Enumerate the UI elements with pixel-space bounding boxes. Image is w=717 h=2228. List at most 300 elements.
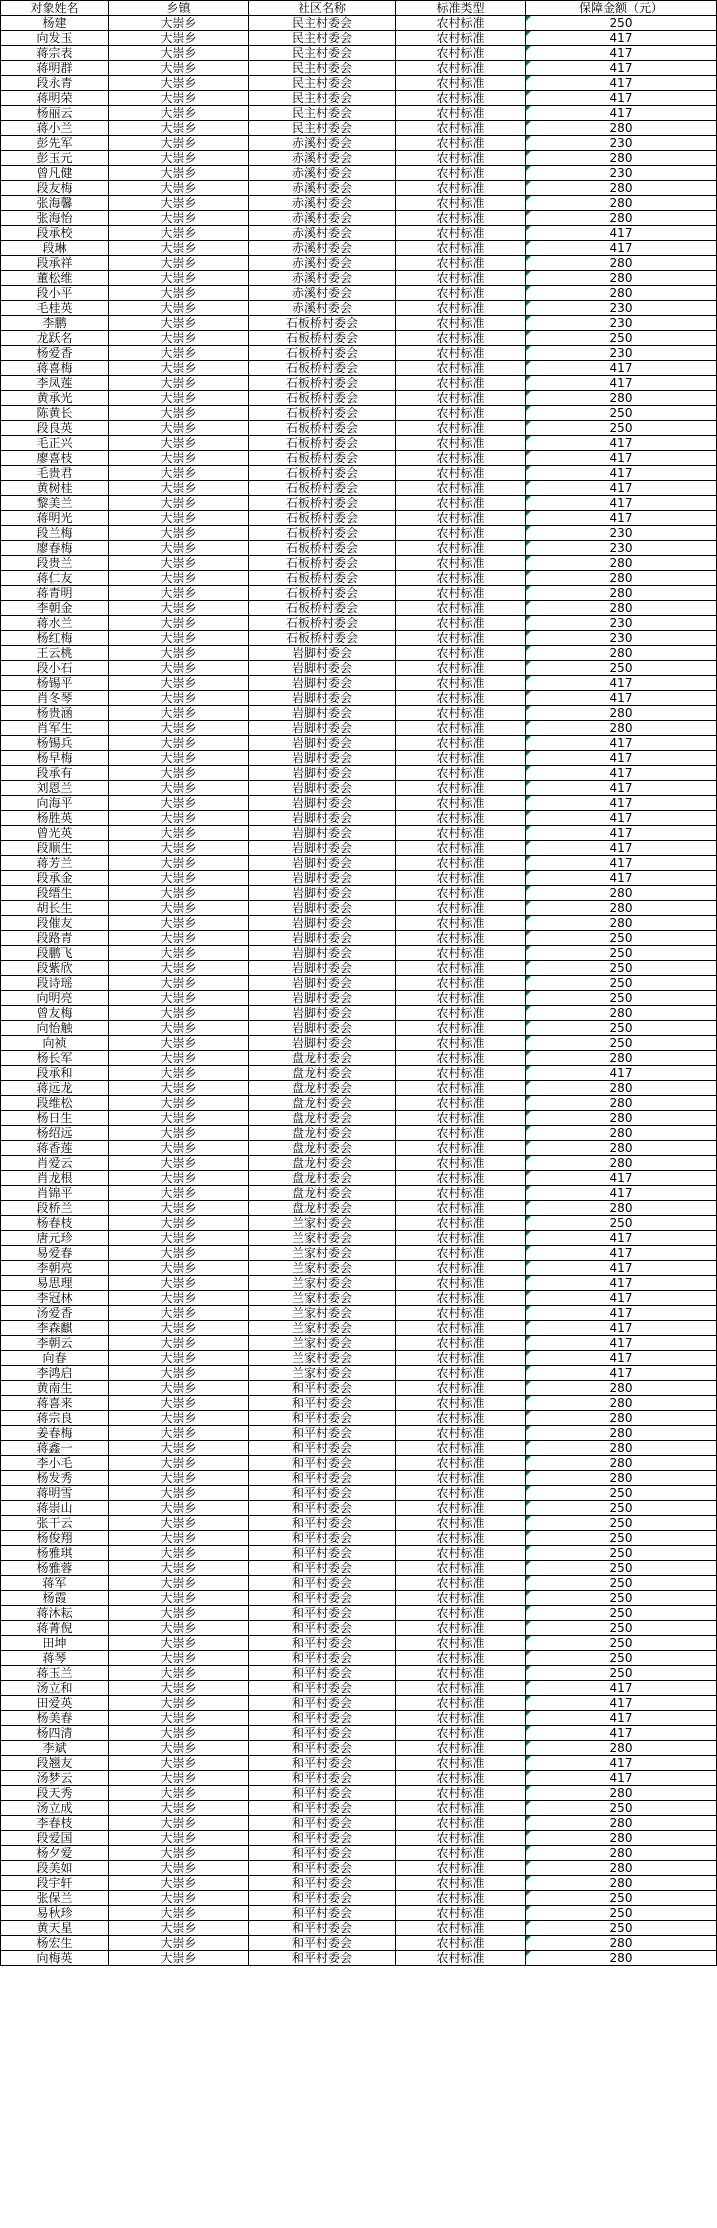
cell-community: 和平村委会 [249,1876,396,1891]
cell-community: 和平村委会 [249,1561,396,1576]
cell-township: 大崇乡 [109,1846,249,1861]
cell-community: 和平村委会 [249,1711,396,1726]
table-row [1,481,717,496]
cell-township: 大崇乡 [109,76,249,91]
table-row [1,1906,717,1921]
cell-name: 段爱国 [1,1831,109,1846]
cell-standard-type: 农村标准 [396,1936,526,1951]
cell-township: 大崇乡 [109,466,249,481]
cell-community: 石板桥村委会 [249,466,396,481]
cell-name: 向海平 [1,796,109,811]
table-row [1,1921,717,1936]
cell-community: 盘龙村委会 [249,1141,396,1156]
cell-township: 大崇乡 [109,871,249,886]
table-row [1,1276,717,1291]
cell-township: 大崇乡 [109,1591,249,1606]
cell-township: 大崇乡 [109,1306,249,1321]
cell-community: 盘龙村委会 [249,1171,396,1186]
cell-amount: 280 [526,886,717,901]
cell-standard-type: 农村标准 [396,1381,526,1396]
table-row [1,526,717,541]
cell-community: 和平村委会 [249,1441,396,1456]
cell-standard-type: 农村标准 [396,511,526,526]
cell-name: 段永青 [1,76,109,91]
cell-name: 段琳 [1,241,109,256]
cell-standard-type: 农村标准 [396,1786,526,1801]
cell-amount: 250 [526,331,717,346]
cell-township: 大崇乡 [109,16,249,31]
cell-name: 蒋仁友 [1,571,109,586]
cell-township: 大崇乡 [109,376,249,391]
cell-standard-type: 农村标准 [396,436,526,451]
cell-name: 杨美春 [1,1711,109,1726]
table-row [1,466,717,481]
cell-standard-type: 农村标准 [396,1561,526,1576]
cell-name: 向祯 [1,1036,109,1051]
cell-community: 岩脚村委会 [249,736,396,751]
cell-township: 大崇乡 [109,1396,249,1411]
cell-township: 大崇乡 [109,1411,249,1426]
cell-name: 廖春梅 [1,541,109,556]
cell-name: 杨早梅 [1,751,109,766]
cell-name: 蒋明雪 [1,1486,109,1501]
cell-name: 蒋香莲 [1,1141,109,1156]
cell-name: 蒋琴 [1,1651,109,1666]
cell-community: 赤溪村委会 [249,151,396,166]
cell-name: 段兰梅 [1,526,109,541]
cell-standard-type: 农村标准 [396,826,526,841]
cell-standard-type: 农村标准 [396,1426,526,1441]
cell-township: 大崇乡 [109,31,249,46]
table-row [1,331,717,346]
table-row [1,16,717,31]
cell-amount: 417 [526,1681,717,1696]
cell-name: 段友梅 [1,181,109,196]
cell-township: 大崇乡 [109,136,249,151]
table-row [1,1081,717,1096]
cell-name: 曾友梅 [1,1006,109,1021]
cell-township: 大崇乡 [109,1501,249,1516]
cell-name: 向明亮 [1,991,109,1006]
cell-standard-type: 农村标准 [396,1066,526,1081]
cell-community: 和平村委会 [249,1456,396,1471]
cell-standard-type: 农村标准 [396,286,526,301]
cell-community: 和平村委会 [249,1801,396,1816]
table-row [1,1951,717,1966]
cell-community: 和平村委会 [249,1951,396,1966]
table-row [1,106,717,121]
cell-name: 廖喜枝 [1,451,109,466]
cell-township: 大崇乡 [109,1531,249,1546]
cell-amount: 280 [526,151,717,166]
cell-standard-type: 农村标准 [396,706,526,721]
cell-name: 杨雅琪 [1,1546,109,1561]
cell-community: 岩脚村委会 [249,1021,396,1036]
cell-standard-type: 农村标准 [396,1831,526,1846]
cell-name: 李鸿启 [1,1366,109,1381]
cell-community: 岩脚村委会 [249,811,396,826]
cell-community: 民主村委会 [249,91,396,106]
cell-standard-type: 农村标准 [396,256,526,271]
table-row [1,1876,717,1891]
cell-community: 石板桥村委会 [249,481,396,496]
cell-amount: 280 [526,1126,717,1141]
cell-township: 大崇乡 [109,586,249,601]
cell-township: 大崇乡 [109,1036,249,1051]
cell-community: 兰家村委会 [249,1306,396,1321]
cell-name: 段催友 [1,916,109,931]
cell-amount: 280 [526,1786,717,1801]
cell-community: 岩脚村委会 [249,1036,396,1051]
cell-amount: 250 [526,1576,717,1591]
cell-community: 石板桥村委会 [249,331,396,346]
cell-standard-type: 农村标准 [396,121,526,136]
cell-standard-type: 农村标准 [396,541,526,556]
cell-community: 和平村委会 [249,1786,396,1801]
cell-township: 大崇乡 [109,946,249,961]
cell-township: 大崇乡 [109,196,249,211]
cell-township: 大崇乡 [109,1831,249,1846]
cell-township: 大崇乡 [109,1066,249,1081]
cell-name: 段小平 [1,286,109,301]
cell-amount: 250 [526,1021,717,1036]
cell-community: 岩脚村委会 [249,946,396,961]
cell-township: 大崇乡 [109,241,249,256]
cell-amount: 280 [526,211,717,226]
cell-amount: 417 [526,466,717,481]
cell-amount: 280 [526,391,717,406]
cell-township: 大崇乡 [109,886,249,901]
cell-community: 岩脚村委会 [249,961,396,976]
cell-township: 大崇乡 [109,1366,249,1381]
cell-standard-type: 农村标准 [396,1051,526,1066]
table-row [1,346,717,361]
cell-community: 和平村委会 [249,1741,396,1756]
cell-standard-type: 农村标准 [396,1621,526,1636]
cell-amount: 250 [526,1591,717,1606]
table-row [1,991,717,1006]
cell-community: 岩脚村委会 [249,901,396,916]
cell-community: 和平村委会 [249,1771,396,1786]
cell-name: 毛正兴 [1,436,109,451]
cell-community: 和平村委会 [249,1486,396,1501]
cell-community: 和平村委会 [249,1681,396,1696]
cell-township: 大崇乡 [109,391,249,406]
cell-township: 大崇乡 [109,1786,249,1801]
cell-township: 大崇乡 [109,1696,249,1711]
cell-standard-type: 农村标准 [396,1186,526,1201]
cell-amount: 417 [526,46,717,61]
cell-standard-type: 农村标准 [396,1096,526,1111]
table-row [1,1246,717,1261]
cell-amount: 250 [526,16,717,31]
cell-name: 段顺生 [1,841,109,856]
cell-amount: 280 [526,1411,717,1426]
cell-township: 大崇乡 [109,1636,249,1651]
table-row [1,901,717,916]
cell-township: 大崇乡 [109,1216,249,1231]
cell-township: 大崇乡 [109,1771,249,1786]
cell-community: 兰家村委会 [249,1366,396,1381]
cell-name: 黄树桂 [1,481,109,496]
cell-amount: 280 [526,286,717,301]
cell-standard-type: 农村标准 [396,901,526,916]
cell-township: 大崇乡 [109,916,249,931]
table-row [1,1726,717,1741]
cell-township: 大崇乡 [109,676,249,691]
cell-amount: 280 [526,601,717,616]
cell-standard-type: 农村标准 [396,181,526,196]
cell-township: 大崇乡 [109,1441,249,1456]
cell-name: 段承有 [1,766,109,781]
cell-name: 蒋明光 [1,511,109,526]
cell-amount: 417 [526,496,717,511]
cell-standard-type: 农村标准 [396,1036,526,1051]
table-row [1,736,717,751]
cell-standard-type: 农村标准 [396,1141,526,1156]
cell-standard-type: 农村标准 [396,1756,526,1771]
cell-township: 大崇乡 [109,361,249,376]
cell-amount: 280 [526,1876,717,1891]
cell-amount: 417 [526,841,717,856]
table-row [1,1261,717,1276]
cell-township: 大崇乡 [109,1621,249,1636]
cell-township: 大崇乡 [109,1291,249,1306]
cell-standard-type: 农村标准 [396,856,526,871]
table-row [1,766,717,781]
table-row [1,1366,717,1381]
table-row [1,1036,717,1051]
cell-township: 大崇乡 [109,496,249,511]
cell-township: 大崇乡 [109,1021,249,1036]
cell-community: 和平村委会 [249,1471,396,1486]
cell-amount: 250 [526,1906,717,1921]
cell-amount: 417 [526,736,717,751]
cell-standard-type: 农村标准 [396,991,526,1006]
table-row [1,1591,717,1606]
cell-amount: 250 [526,991,717,1006]
cell-community: 石板桥村委会 [249,451,396,466]
cell-name: 蒋芳兰 [1,856,109,871]
cell-township: 大崇乡 [109,1111,249,1126]
cell-name: 李鹏 [1,316,109,331]
cell-standard-type: 农村标准 [396,1081,526,1096]
cell-community: 和平村委会 [249,1381,396,1396]
table-row [1,31,717,46]
table-row [1,1711,717,1726]
table-row [1,241,717,256]
cell-community: 岩脚村委会 [249,991,396,1006]
cell-amount: 250 [526,1486,717,1501]
table-row [1,1051,717,1066]
cell-standard-type: 农村标准 [396,211,526,226]
cell-standard-type: 农村标准 [396,271,526,286]
cell-township: 大崇乡 [109,811,249,826]
table-row [1,496,717,511]
cell-community: 石板桥村委会 [249,376,396,391]
table-row [1,826,717,841]
cell-standard-type: 农村标准 [396,1681,526,1696]
cell-township: 大崇乡 [109,1471,249,1486]
cell-amount: 417 [526,1246,717,1261]
cell-name: 蒋鑫一 [1,1441,109,1456]
table-row [1,1321,717,1336]
cell-township: 大崇乡 [109,1081,249,1096]
table-row [1,1006,717,1021]
cell-township: 大崇乡 [109,421,249,436]
table-row [1,691,717,706]
cell-amount: 417 [526,376,717,391]
table-row [1,586,717,601]
cell-name: 蒋沐耘 [1,1606,109,1621]
cell-amount: 417 [526,1276,717,1291]
cell-amount: 250 [526,1561,717,1576]
cell-standard-type: 农村标准 [396,1651,526,1666]
cell-community: 和平村委会 [249,1891,396,1906]
cell-community: 和平村委会 [249,1426,396,1441]
cell-standard-type: 农村标准 [396,316,526,331]
col-header-amount: 保障金额（元） [526,1,717,16]
cell-name: 段贵兰 [1,556,109,571]
table-row [1,1576,717,1591]
cell-standard-type: 农村标准 [396,796,526,811]
cell-name: 黄南生 [1,1381,109,1396]
table-row [1,376,717,391]
cell-amount: 230 [526,301,717,316]
cell-amount: 280 [526,586,717,601]
cell-amount: 417 [526,676,717,691]
cell-township: 大崇乡 [109,781,249,796]
cell-township: 大崇乡 [109,796,249,811]
cell-community: 民主村委会 [249,46,396,61]
cell-name: 杨雅蓉 [1,1561,109,1576]
table-row [1,1306,717,1321]
table-row [1,1861,717,1876]
cell-amount: 417 [526,1231,717,1246]
cell-community: 兰家村委会 [249,1291,396,1306]
cell-township: 大崇乡 [109,1666,249,1681]
cell-amount: 417 [526,31,717,46]
cell-community: 盘龙村委会 [249,1051,396,1066]
cell-standard-type: 农村标准 [396,691,526,706]
cell-name: 段小石 [1,661,109,676]
cell-community: 盘龙村委会 [249,1201,396,1216]
table-row [1,646,717,661]
cell-name: 王云桃 [1,646,109,661]
table-row [1,1936,717,1951]
cell-name: 蒋崇山 [1,1501,109,1516]
cell-amount: 417 [526,826,717,841]
cell-township: 大崇乡 [109,1936,249,1951]
cell-township: 大崇乡 [109,1141,249,1156]
cell-name: 段承祥 [1,256,109,271]
cell-community: 岩脚村委会 [249,856,396,871]
table-row [1,571,717,586]
cell-community: 石板桥村委会 [249,511,396,526]
table-row [1,1096,717,1111]
cell-amount: 230 [526,541,717,556]
table-row [1,226,717,241]
cell-township: 大崇乡 [109,931,249,946]
cell-standard-type: 农村标准 [396,361,526,376]
cell-community: 和平村委会 [249,1501,396,1516]
cell-township: 大崇乡 [109,436,249,451]
cell-community: 和平村委会 [249,1906,396,1921]
cell-name: 杨红梅 [1,631,109,646]
cell-name: 段天秀 [1,1786,109,1801]
cell-standard-type: 农村标准 [396,391,526,406]
cell-community: 和平村委会 [249,1936,396,1951]
table-row [1,976,717,991]
cell-amount: 280 [526,196,717,211]
cell-community: 岩脚村委会 [249,916,396,931]
cell-township: 大崇乡 [109,706,249,721]
cell-amount: 250 [526,1606,717,1621]
cell-name: 向怡触 [1,1021,109,1036]
cell-standard-type: 农村标准 [396,1816,526,1831]
cell-name: 蒋明群 [1,61,109,76]
cell-name: 段承金 [1,871,109,886]
cell-community: 兰家村委会 [249,1246,396,1261]
cell-standard-type: 农村标准 [396,1726,526,1741]
cell-community: 岩脚村委会 [249,721,396,736]
cell-community: 和平村委会 [249,1756,396,1771]
cell-amount: 417 [526,1771,717,1786]
cell-standard-type: 农村标准 [396,1471,526,1486]
cell-standard-type: 农村标准 [396,1351,526,1366]
cell-standard-type: 农村标准 [396,1846,526,1861]
table-row [1,406,717,421]
cell-name: 李冠林 [1,1291,109,1306]
cell-amount: 280 [526,1861,717,1876]
cell-community: 盘龙村委会 [249,1066,396,1081]
cell-community: 和平村委会 [249,1816,396,1831]
cell-community: 岩脚村委会 [249,661,396,676]
cell-community: 赤溪村委会 [249,286,396,301]
cell-township: 大崇乡 [109,631,249,646]
cell-name: 李凤莲 [1,376,109,391]
table-row [1,1126,717,1141]
table-row [1,541,717,556]
cell-amount: 250 [526,1531,717,1546]
cell-standard-type: 农村标准 [396,301,526,316]
cell-township: 大崇乡 [109,406,249,421]
cell-community: 兰家村委会 [249,1216,396,1231]
cell-amount: 280 [526,706,717,721]
cell-name: 杨胜英 [1,811,109,826]
cell-standard-type: 农村标准 [396,451,526,466]
cell-amount: 280 [526,646,717,661]
cell-township: 大崇乡 [109,1516,249,1531]
cell-township: 大崇乡 [109,226,249,241]
table-row [1,1636,717,1651]
cell-community: 兰家村委会 [249,1351,396,1366]
cell-standard-type: 农村标准 [396,1231,526,1246]
cell-amount: 280 [526,901,717,916]
cell-township: 大崇乡 [109,1801,249,1816]
cell-township: 大崇乡 [109,691,249,706]
header-row [1,1,717,16]
cell-standard-type: 农村标准 [396,916,526,931]
cell-township: 大崇乡 [109,1921,249,1936]
cell-community: 和平村委会 [249,1591,396,1606]
cell-township: 大崇乡 [109,316,249,331]
cell-name: 李森麒 [1,1321,109,1336]
cell-amount: 280 [526,1936,717,1951]
cell-name: 易秋珍 [1,1906,109,1921]
cell-community: 岩脚村委会 [249,676,396,691]
cell-amount: 280 [526,1831,717,1846]
